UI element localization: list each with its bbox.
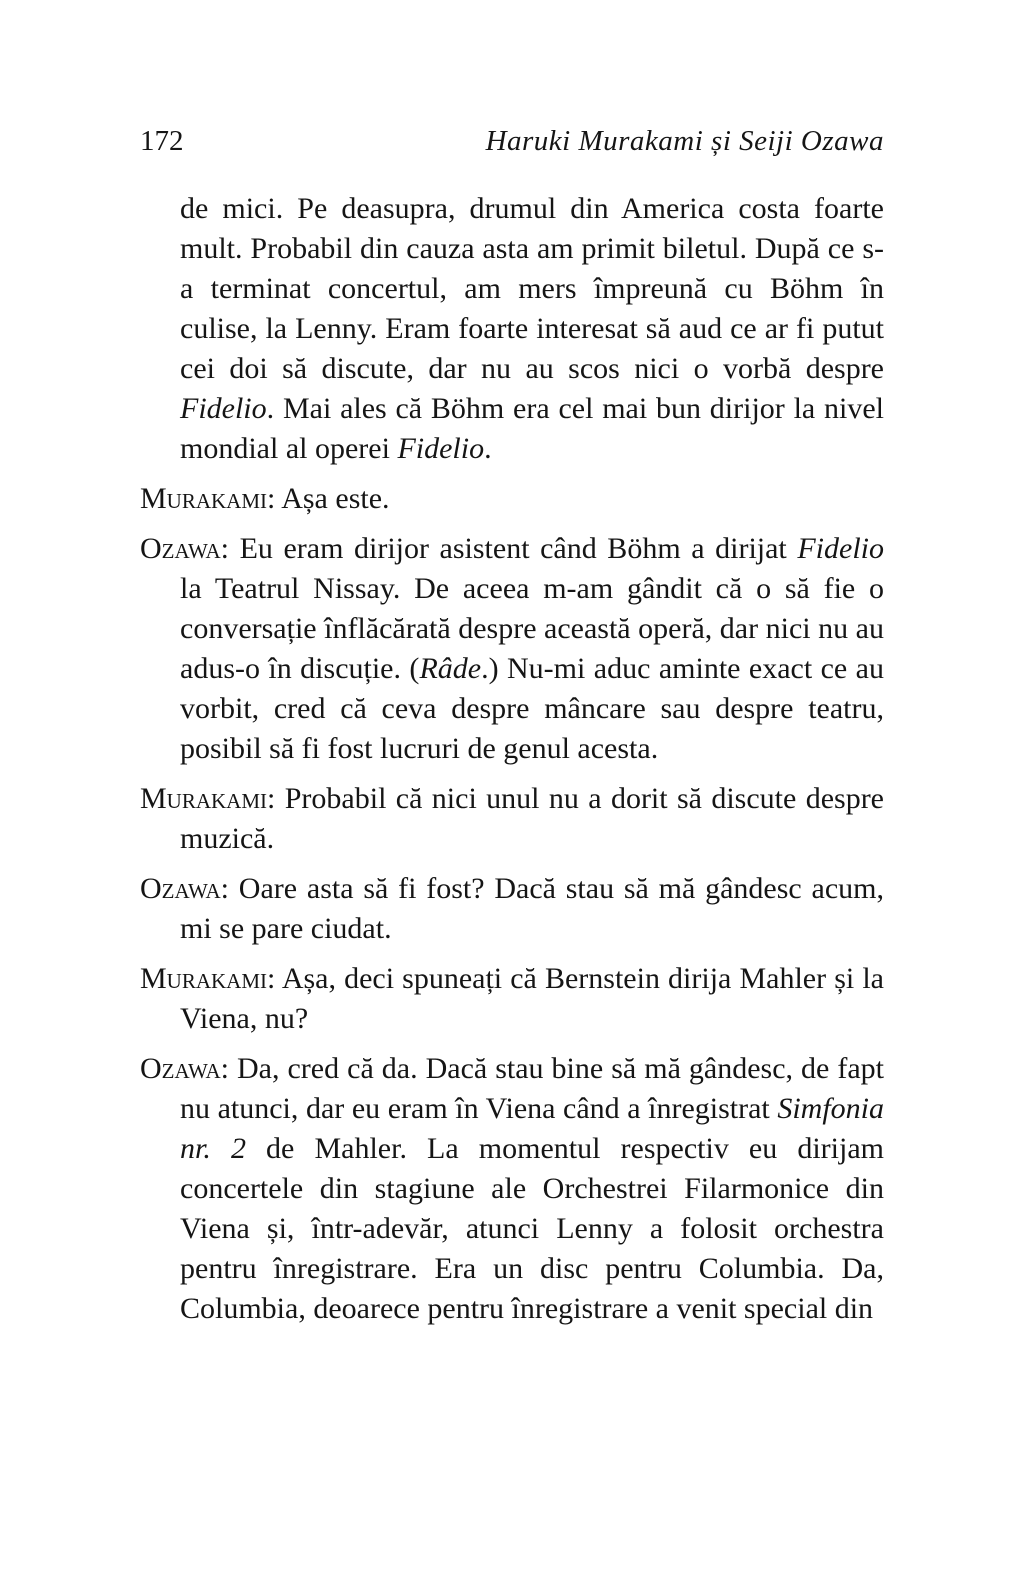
dialogue-paragraph <box>140 779 884 859</box>
italic-text-run: Râde <box>419 651 482 685</box>
italic-text-run: Simfonia nr. 2 <box>180 1091 884 1165</box>
running-title: Haruki Murakami și Seiji Ozawa <box>485 125 884 157</box>
text-run: Eu eram dirijor asistent când Böhm a dirijat <box>239 531 798 565</box>
dialogue-paragraph <box>140 529 884 769</box>
speaker-label: Murakami: <box>140 481 276 515</box>
text-run: la Teatrul Nissay. De aceea m-am gândit că o să fie o conversație înflăcărată despre această operă, dar nici nu au adus-o în discuție. ( <box>180 571 884 685</box>
text-run: .) Nu-mi aduc aminte exact ce au vorbit, cred că ceva despre mâncare sau despre teatru, posibil să fi fost lucruri de genul acesta. <box>180 651 885 765</box>
text-run: de mici. Pe deasupra, drumul din America costa foarte mult. Probabil din cauza asta am primit biletul. După ce s-a terminat concertul, am mers împreună cu Böhm în culise, la Lenny. Eram foarte interesat să aud ce ar fi putut cei doi să discute, dar nu au scos nici o vorbă despre <box>180 191 884 385</box>
dialogue-paragraph <box>140 1049 884 1329</box>
dialogue-paragraph <box>140 479 884 519</box>
page-number: 172 <box>140 125 184 157</box>
speaker-label: Ozawa: <box>140 531 229 565</box>
italic-text-run: Fidelio <box>180 391 267 425</box>
text-run: . Mai ales că Böhm era cel mai bun dirijor la nivel mondial al operei <box>180 391 884 465</box>
speaker-label: Murakami: <box>140 781 276 815</box>
dialogue-paragraph <box>140 959 884 1039</box>
text-run: . <box>484 431 492 465</box>
speaker-label: Murakami: <box>140 961 276 995</box>
text-run: Probabil că nici unul nu a dorit să discute despre muzică. <box>180 781 885 855</box>
speaker-label: Ozawa: <box>140 1051 229 1085</box>
text-run: Oare asta să fi fost? Dacă stau să mă gândesc acum, mi se pare ciudat. <box>180 871 885 945</box>
text-run: Da, cred că da. Dacă stau bine să mă gândesc, de fapt nu atunci, dar eu eram în Viena când a înregistrat <box>180 1051 884 1125</box>
dialogue-paragraph <box>140 869 884 949</box>
italic-text-run: Fidelio <box>797 531 884 565</box>
dialogue <box>140 189 884 1329</box>
speaker-label: Ozawa: <box>140 871 229 905</box>
page-header <box>140 126 884 158</box>
dialogue-paragraph <box>140 189 884 469</box>
text-run: Așa este. <box>281 481 390 515</box>
italic-text-run: Fidelio <box>397 431 485 465</box>
text-run: de Mahler. La momentul respectiv eu dirijam concertele din stagiune ale Orchestrei Filarmonice din Viena și, într-adevăr, atunci Lenny a folosit orchestra pentru înregistrare. Era un disc pentru Columbia. Da, Columbia, deoarece pentru înregistrare a venit special din <box>180 1131 884 1325</box>
text-run: Așa, deci spuneați că Bernstein dirija Mahler și la Viena, nu? <box>180 961 884 1035</box>
